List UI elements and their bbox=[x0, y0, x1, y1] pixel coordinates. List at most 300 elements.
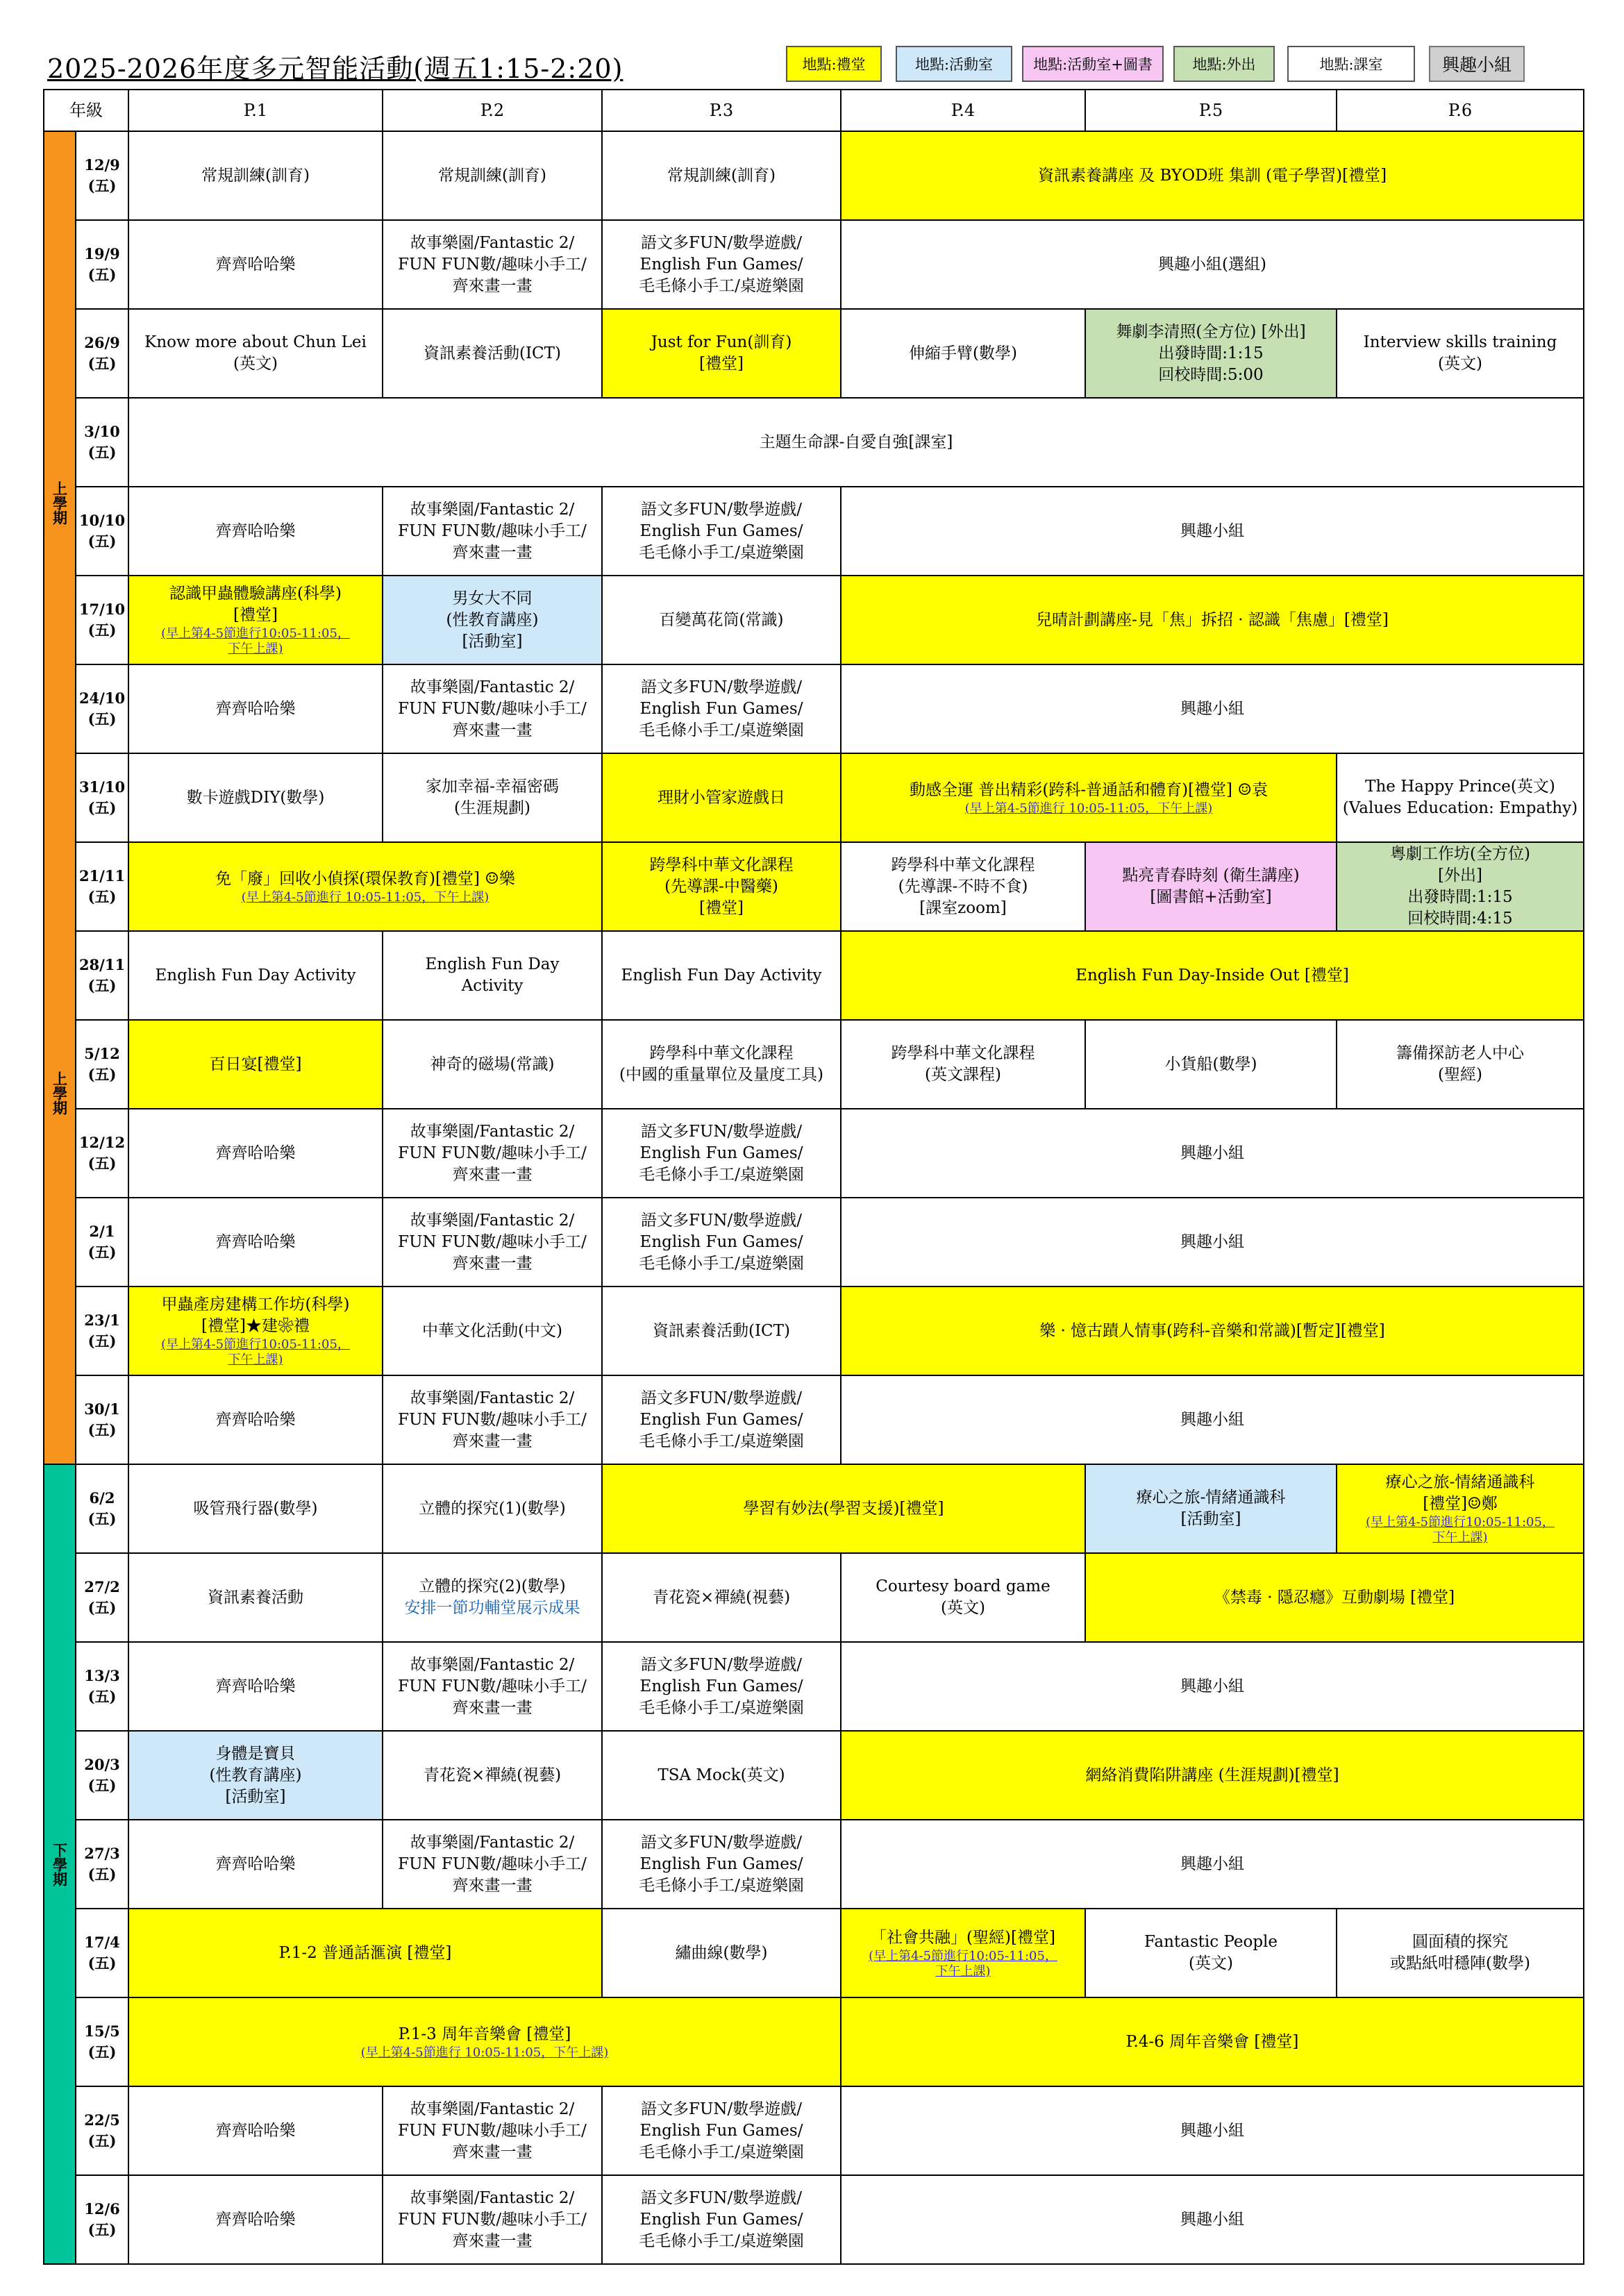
date-cell bbox=[76, 1820, 128, 1909]
activity-text: 故事樂園/Fantastic 2/ bbox=[410, 2188, 575, 2207]
activity-cell bbox=[602, 664, 841, 753]
weekday-label: (五) bbox=[87, 266, 117, 283]
activity-cell bbox=[128, 842, 602, 931]
activity-cell bbox=[841, 220, 1584, 309]
activity-text: English Fun Games/ bbox=[639, 2210, 803, 2229]
activity-text: (英文) bbox=[1438, 355, 1482, 373]
activity-cell bbox=[1085, 1553, 1584, 1642]
activity-text: Interview skills training bbox=[1363, 333, 1557, 351]
table-row bbox=[44, 1642, 1584, 1731]
date-cell bbox=[76, 487, 128, 576]
activity-text: [外出] bbox=[1438, 866, 1482, 885]
activity-cell bbox=[1337, 753, 1584, 842]
activity-text: 齊來畫一畫 bbox=[452, 1876, 533, 1895]
activity-text: 故事樂園/Fantastic 2/ bbox=[410, 500, 575, 519]
activity-text: English Fun Day bbox=[425, 955, 560, 973]
activity-text: 免「廢」回收小偵探(環保教育)[禮堂] ☺樂 bbox=[215, 869, 515, 888]
activity-text: [活動室] bbox=[462, 632, 523, 651]
activity-cell bbox=[1085, 1464, 1337, 1553]
activity-cell bbox=[128, 1109, 383, 1198]
table-row bbox=[44, 398, 1584, 487]
activity-cell bbox=[841, 487, 1584, 576]
activity-cell bbox=[383, 2175, 602, 2264]
activity-text: 回校時間:5:00 bbox=[1158, 365, 1264, 384]
activity-text: [課室zoom] bbox=[919, 898, 1007, 917]
activity-text: 興趣小組 bbox=[1180, 1232, 1244, 1251]
activity-text: 齊齊哈哈樂 bbox=[215, 2210, 296, 2229]
activity-text: TSA Mock(英文) bbox=[658, 1766, 785, 1784]
activity-text: 常規訓練(訓育) bbox=[667, 166, 776, 185]
date-label: 3/10 bbox=[84, 423, 120, 440]
schedule-note: 下午上課) bbox=[935, 1963, 991, 1979]
activity-cell bbox=[602, 1198, 841, 1287]
activity-text: 齊來畫一畫 bbox=[452, 2231, 533, 2250]
activity-text: 故事樂園/Fantastic 2/ bbox=[410, 678, 575, 696]
weekday-label: (五) bbox=[87, 1066, 117, 1083]
activity-cell bbox=[383, 1109, 602, 1198]
activity-text: 語文多FUN/數學遊戲/ bbox=[641, 2100, 802, 2118]
date-label: 12/9 bbox=[84, 156, 120, 174]
activity-text: 療心之旅-情緒通識科 bbox=[1385, 1473, 1535, 1491]
date-label: 12/6 bbox=[84, 2200, 120, 2218]
document-title: 2025-2026年度多元智能活動(週五1:15-2:20) bbox=[47, 53, 623, 84]
activity-cell bbox=[841, 1109, 1584, 1198]
p4-header: P.4 bbox=[841, 90, 1085, 131]
weekday-label: (五) bbox=[87, 977, 117, 994]
activity-text: 齊來畫一畫 bbox=[452, 1432, 533, 1450]
activity-text: (性教育講座) bbox=[209, 1766, 302, 1784]
activity-text: (英文) bbox=[233, 355, 278, 373]
activity-cell bbox=[602, 1820, 841, 1909]
date-cell bbox=[76, 1642, 128, 1731]
activity-cell bbox=[602, 1553, 841, 1642]
activity-text: 齊齊哈哈樂 bbox=[215, 1410, 296, 1429]
activity-text: 毛毛條小手工/桌遊樂園 bbox=[639, 2231, 804, 2250]
activity-cell bbox=[841, 931, 1584, 1020]
activity-cell bbox=[1085, 842, 1337, 931]
activity-cell bbox=[841, 2175, 1584, 2264]
grade-header: 年級 bbox=[44, 90, 128, 131]
date-cell bbox=[76, 1020, 128, 1109]
activity-text: 齊齊哈哈樂 bbox=[215, 1232, 296, 1251]
activity-text: English Fun Games/ bbox=[639, 2121, 803, 2140]
legend-hall: 地點:禮堂 bbox=[786, 46, 882, 82]
activity-cell bbox=[1337, 1464, 1584, 1553]
schedule-note: 下午上課) bbox=[228, 1352, 283, 1367]
activity-text: FUN FUN數/趣味小手工/ bbox=[398, 1232, 587, 1251]
activity-cell bbox=[383, 1731, 602, 1820]
p5-header: P.5 bbox=[1085, 90, 1337, 131]
activity-text: 毛毛條小手工/桌遊樂園 bbox=[639, 543, 804, 562]
activity-text: 故事樂園/Fantastic 2/ bbox=[410, 2100, 575, 2118]
activity-cell bbox=[602, 1464, 1085, 1553]
activity-cell bbox=[128, 1287, 383, 1375]
activity-text: 語文多FUN/數學遊戲/ bbox=[641, 678, 802, 696]
activity-cell bbox=[602, 2086, 841, 2175]
activity-text: 圓面積的探究 bbox=[1412, 1933, 1508, 1951]
activity-text: [禮堂] bbox=[233, 606, 278, 624]
term-label: 上學期 bbox=[51, 1071, 69, 1115]
activity-cell bbox=[841, 1997, 1584, 2086]
date-cell bbox=[76, 309, 128, 398]
activity-text: 出發時間:1:15 bbox=[1158, 344, 1264, 362]
date-label: 6/2 bbox=[89, 1489, 115, 1507]
activity-text: Fantastic People bbox=[1144, 1933, 1278, 1951]
activity-text: 齊來畫一畫 bbox=[452, 721, 533, 739]
activity-cell bbox=[128, 2175, 383, 2264]
table-row bbox=[44, 1287, 1584, 1375]
date-cell bbox=[76, 220, 128, 309]
date-label: 20/3 bbox=[84, 1756, 120, 1773]
activity-text: 伸縮手臂(數學) bbox=[909, 344, 1017, 362]
activity-text: 跨學科中華文化課程 bbox=[891, 1044, 1035, 1062]
activity-text: 齊來畫一畫 bbox=[452, 276, 533, 295]
activity-cell bbox=[383, 1198, 602, 1287]
activity-text: FUN FUN數/趣味小手工/ bbox=[398, 1410, 587, 1429]
table-row bbox=[44, 842, 1584, 931]
upper-term-band bbox=[44, 131, 76, 1464]
activity-text: 語文多FUN/數學遊戲/ bbox=[641, 1122, 802, 1141]
activity-text: 齊齊哈哈樂 bbox=[215, 1143, 296, 1162]
activity-text: 語文多FUN/數學遊戲/ bbox=[641, 1211, 802, 1230]
activity-text: 小貨船(數學) bbox=[1164, 1055, 1257, 1073]
activity-text: (先導課-不時不食) bbox=[898, 877, 1028, 896]
activity-text: 齊齊哈哈樂 bbox=[215, 699, 296, 718]
table-row bbox=[44, 1553, 1584, 1642]
activity-text: 故事樂園/Fantastic 2/ bbox=[410, 1122, 575, 1141]
activity-text: 籌備探訪老人中心 bbox=[1396, 1044, 1524, 1062]
activity-text: 樂 · 憶古蹟人情事(跨科-音樂和常識)[暫定][禮堂] bbox=[1039, 1321, 1385, 1340]
activity-cell bbox=[1337, 1020, 1584, 1109]
activity-cell bbox=[841, 131, 1584, 220]
date-label: 30/1 bbox=[84, 1400, 120, 1418]
activity-text: 家加幸福-幸福密碼 bbox=[426, 778, 559, 796]
table-row bbox=[44, 1464, 1584, 1553]
activity-text: The Happy Prince(英文) bbox=[1365, 778, 1555, 796]
date-label: 21/11 bbox=[78, 867, 126, 885]
date-label: 27/2 bbox=[84, 1578, 120, 1595]
activity-text: 跨學科中華文化課程 bbox=[891, 855, 1035, 874]
activity-cell bbox=[128, 1642, 383, 1731]
date-label: 5/12 bbox=[84, 1045, 120, 1062]
activity-text: [活動室] bbox=[1180, 1510, 1241, 1528]
legend-interest-group: 興趣小組 bbox=[1429, 46, 1525, 82]
activity-cell bbox=[383, 753, 602, 842]
date-cell bbox=[76, 2175, 128, 2264]
activity-timetable bbox=[43, 89, 1584, 2265]
activity-text: [禮堂]★建❀禮 bbox=[201, 1317, 310, 1335]
activity-text: (英文) bbox=[1189, 1954, 1233, 1972]
activity-cell bbox=[128, 1198, 383, 1287]
activity-text: English Fun Games/ bbox=[639, 699, 803, 718]
schedule-note: (早上第4-5節進行10:05-11:05， bbox=[869, 1948, 1057, 1963]
activity-cell bbox=[602, 1375, 841, 1464]
activity-text: 語文多FUN/數學遊戲/ bbox=[641, 1389, 802, 1407]
activity-cell bbox=[128, 1020, 383, 1109]
activity-text: 故事樂園/Fantastic 2/ bbox=[410, 233, 575, 252]
activity-cell bbox=[1085, 1020, 1337, 1109]
date-label: 19/9 bbox=[84, 245, 120, 262]
activity-text: 毛毛條小手工/桌遊樂園 bbox=[639, 2143, 804, 2161]
activity-text: English Fun Day-Inside Out [禮堂] bbox=[1075, 966, 1349, 984]
activity-cell bbox=[841, 753, 1337, 842]
activity-cell bbox=[128, 1731, 383, 1820]
activity-cell bbox=[1337, 1909, 1584, 1997]
activity-text: 資訊素養活動(ICT) bbox=[653, 1321, 790, 1340]
activity-text: 「社會共融」(聖經)[禮堂] bbox=[871, 1928, 1055, 1947]
activity-cell bbox=[841, 664, 1584, 753]
table-row bbox=[44, 1909, 1584, 1997]
date-label: 13/3 bbox=[84, 1667, 120, 1684]
schedule-note: (早上第4-5節進行10:05-11:05， bbox=[161, 1337, 350, 1352]
activity-text: 點亮青春時刻 (衛生講座) bbox=[1122, 866, 1300, 885]
activity-cell bbox=[841, 576, 1584, 664]
activity-cell bbox=[128, 576, 383, 664]
activity-text: 故事樂園/Fantastic 2/ bbox=[410, 1211, 575, 1230]
activity-text: 毛毛條小手工/桌遊樂園 bbox=[639, 721, 804, 739]
weekday-label: (五) bbox=[87, 799, 117, 816]
activity-text: [禮堂] bbox=[699, 898, 744, 917]
activity-text: [活動室] bbox=[225, 1787, 286, 1806]
activity-text: 甲蟲產房建構工作坊(科學) bbox=[161, 1296, 350, 1314]
activity-text: 興趣小組 bbox=[1180, 2121, 1244, 2140]
activity-cell bbox=[383, 2086, 602, 2175]
activity-cell bbox=[383, 1020, 602, 1109]
p3-header: P.3 bbox=[602, 90, 841, 131]
activity-cell bbox=[383, 1464, 602, 1553]
table-row bbox=[44, 1997, 1584, 2086]
weekday-label: (五) bbox=[87, 1777, 117, 1794]
date-label: 10/10 bbox=[78, 512, 126, 529]
activity-text: English Fun Day Activity bbox=[155, 966, 356, 984]
activity-text: English Fun Games/ bbox=[639, 255, 803, 274]
schedule-note: (早上第4-5節進行 10:05-11:05，下午上課) bbox=[360, 2045, 609, 2060]
activity-cell bbox=[1337, 309, 1584, 398]
activity-text: (中國的重量單位及量度工具) bbox=[619, 1066, 823, 1084]
activity-text: 學習有妙法(學習支援)[禮堂] bbox=[743, 1499, 944, 1518]
activity-text: 齊齊哈哈樂 bbox=[215, 1677, 296, 1695]
table-row bbox=[44, 931, 1584, 1020]
activity-cell bbox=[383, 309, 602, 398]
activity-cell bbox=[841, 309, 1085, 398]
activity-text: 《禁毒 · 隱忍癮》互動劇場 [禮堂] bbox=[1214, 1588, 1455, 1607]
activity-text: (先導課-中醫藥) bbox=[664, 877, 778, 896]
table-row bbox=[44, 1375, 1584, 1464]
activity-cell bbox=[602, 931, 841, 1020]
activity-text: FUN FUN數/趣味小手工/ bbox=[398, 2210, 587, 2229]
activity-text: English Fun Games/ bbox=[639, 1677, 803, 1695]
activity-text: Courtesy board game bbox=[876, 1577, 1050, 1595]
activity-text: 興趣小組 bbox=[1180, 2210, 1244, 2229]
activity-text: 療心之旅-情緒通識科 bbox=[1136, 1489, 1286, 1507]
date-label: 22/5 bbox=[84, 2111, 120, 2129]
activity-text: (英文) bbox=[941, 1599, 985, 1617]
page-header bbox=[43, 43, 1583, 86]
schedule-note: (早上第4-5節進行10:05-11:05， bbox=[1366, 1515, 1555, 1530]
activity-text: English Fun Games/ bbox=[639, 1854, 803, 1873]
activity-cell bbox=[128, 220, 383, 309]
activity-text: FUN FUN數/趣味小手工/ bbox=[398, 2121, 587, 2140]
activity-text: 齊來畫一畫 bbox=[452, 1698, 533, 1717]
activity-cell bbox=[128, 2086, 383, 2175]
activity-text: 興趣小組 bbox=[1180, 1410, 1244, 1429]
activity-cell bbox=[128, 1909, 602, 1997]
activity-text: 資訊素養活動 bbox=[208, 1588, 303, 1607]
activity-text: 神奇的磁場(常識) bbox=[430, 1055, 555, 1073]
date-cell bbox=[76, 1375, 128, 1464]
date-label: 17/10 bbox=[78, 601, 126, 618]
activity-cell bbox=[128, 664, 383, 753]
activity-text: [禮堂] bbox=[699, 355, 744, 373]
activity-cell bbox=[602, 1287, 841, 1375]
activity-text: [禮堂]☺鄭 bbox=[1423, 1495, 1498, 1513]
activity-cell bbox=[383, 1375, 602, 1464]
activity-text: FUN FUN數/趣味小手工/ bbox=[398, 255, 587, 274]
activity-cell bbox=[841, 1731, 1584, 1820]
activity-text: 齊齊哈哈樂 bbox=[215, 255, 296, 274]
activity-text: 兒晴計劃講座-見「焦」拆招 · 認識「焦慮」[禮堂] bbox=[1036, 610, 1389, 629]
activity-text: (英文課程) bbox=[925, 1066, 1001, 1084]
activity-cell bbox=[128, 1820, 383, 1909]
weekday-label: (五) bbox=[87, 355, 117, 372]
activity-cell bbox=[602, 1642, 841, 1731]
activity-text: P.1-2 普通話滙演 [禮堂] bbox=[278, 1943, 452, 1962]
activity-text: Just for Fun(訓育) bbox=[651, 333, 792, 351]
activity-text: 常規訓練(訓育) bbox=[438, 166, 546, 185]
header-row bbox=[44, 90, 1584, 131]
activity-cell bbox=[128, 1375, 383, 1464]
activity-text: 資訊素養活動(ICT) bbox=[424, 344, 561, 362]
weekday-label: (五) bbox=[87, 1421, 117, 1439]
date-cell bbox=[76, 753, 128, 842]
p2-header: P.2 bbox=[383, 90, 602, 131]
date-label: 26/9 bbox=[84, 334, 120, 351]
activity-text: 語文多FUN/數學遊戲/ bbox=[641, 1655, 802, 1674]
date-label: 24/10 bbox=[78, 689, 126, 707]
p6-header: P.6 bbox=[1337, 90, 1584, 131]
activity-cell bbox=[383, 931, 602, 1020]
activity-text: FUN FUN數/趣味小手工/ bbox=[398, 699, 587, 718]
date-cell bbox=[76, 931, 128, 1020]
schedule-note: (早上第4-5節進行 10:05-11:05，下午上課) bbox=[241, 889, 489, 905]
activity-cell bbox=[128, 1464, 383, 1553]
activity-cell bbox=[383, 1820, 602, 1909]
weekday-label: (五) bbox=[87, 177, 117, 194]
date-label: 31/10 bbox=[78, 778, 126, 796]
arrangement-note: 安排一節功輔堂展示成果 bbox=[404, 1599, 580, 1617]
activity-text: 青花瓷×禪繞(視藝) bbox=[652, 1588, 791, 1607]
activity-text: 興趣小組 bbox=[1180, 521, 1244, 540]
activity-cell bbox=[841, 1909, 1085, 1997]
activity-cell bbox=[383, 1287, 602, 1375]
date-cell bbox=[76, 1553, 128, 1642]
activity-text: 故事樂園/Fantastic 2/ bbox=[410, 1389, 575, 1407]
date-cell bbox=[76, 1464, 128, 1553]
activity-cell bbox=[841, 1820, 1584, 1909]
activity-text: English Fun Games/ bbox=[639, 521, 803, 540]
table-row bbox=[44, 2175, 1584, 2264]
term-label: 上學期 bbox=[51, 480, 69, 525]
schedule-note: (早上第4-5節進行 10:05-11:05，下午上課) bbox=[964, 801, 1213, 816]
activity-text: 齊齊哈哈樂 bbox=[215, 1854, 296, 1873]
activity-cell bbox=[602, 576, 841, 664]
activity-cell bbox=[383, 1642, 602, 1731]
activity-cell bbox=[128, 487, 383, 576]
lower-term-band bbox=[44, 1464, 76, 2264]
activity-text: 吸管飛行器(數學) bbox=[193, 1499, 318, 1518]
date-label: 2/1 bbox=[89, 1223, 115, 1240]
activity-cell bbox=[383, 576, 602, 664]
weekday-label: (五) bbox=[87, 1243, 117, 1261]
activity-cell bbox=[1337, 842, 1584, 931]
date-label: 15/5 bbox=[84, 2022, 120, 2040]
timetable-body bbox=[44, 131, 1584, 2264]
table-row bbox=[44, 487, 1584, 576]
legend-outing: 地點:外出 bbox=[1173, 46, 1275, 82]
date-cell bbox=[76, 1909, 128, 1997]
activity-text: FUN FUN數/趣味小手工/ bbox=[398, 1854, 587, 1873]
date-cell bbox=[76, 398, 128, 487]
date-cell bbox=[76, 1731, 128, 1820]
table-row bbox=[44, 1020, 1584, 1109]
activity-cell bbox=[602, 753, 841, 842]
activity-cell bbox=[602, 1909, 841, 1997]
activity-cell bbox=[841, 1198, 1584, 1287]
activity-cell bbox=[602, 1109, 841, 1198]
activity-text: 百變萬花筒(常識) bbox=[659, 610, 784, 629]
activity-cell bbox=[841, 1553, 1085, 1642]
activity-text: 立體的探究(1)(數學) bbox=[419, 1499, 566, 1518]
activity-text: 立體的探究(2)(數學) bbox=[419, 1577, 566, 1595]
activity-cell bbox=[841, 1287, 1584, 1375]
activity-text: 粵劇工作坊(全方位) bbox=[1390, 845, 1530, 863]
table-row bbox=[44, 1820, 1584, 1909]
activity-text: (性教育講座) bbox=[446, 610, 539, 629]
activity-text: 興趣小組 bbox=[1180, 1677, 1244, 1695]
activity-text: 毛毛條小手工/桌遊樂園 bbox=[639, 1876, 804, 1895]
table-row bbox=[44, 664, 1584, 753]
date-cell bbox=[76, 664, 128, 753]
table-row bbox=[44, 2086, 1584, 2175]
activity-text: P.4-6 周年音樂會 [禮堂] bbox=[1125, 2032, 1299, 2051]
date-label: 17/4 bbox=[84, 1934, 120, 1951]
activity-text: 青花瓷×禪繞(視藝) bbox=[423, 1766, 562, 1784]
weekday-label: (五) bbox=[87, 533, 117, 550]
activity-text: 毛毛條小手工/桌遊樂園 bbox=[639, 1432, 804, 1450]
activity-cell bbox=[383, 131, 602, 220]
activity-text: 語文多FUN/數學遊戲/ bbox=[641, 2188, 802, 2207]
activity-cell bbox=[128, 1553, 383, 1642]
activity-text: 跨學科中華文化課程 bbox=[649, 1044, 794, 1062]
weekday-label: (五) bbox=[87, 710, 117, 728]
activity-cell bbox=[383, 220, 602, 309]
activity-cell bbox=[602, 842, 841, 931]
activity-text: 故事樂園/Fantastic 2/ bbox=[410, 1655, 575, 1674]
activity-cell bbox=[128, 931, 383, 1020]
weekday-label: (五) bbox=[87, 444, 117, 461]
legend-activity-room-library: 地點:活動室+圖書 bbox=[1022, 46, 1164, 82]
legend-classroom: 地點:課室 bbox=[1287, 46, 1415, 82]
activity-text: 中華文化活動(中文) bbox=[422, 1321, 562, 1340]
date-label: 23/1 bbox=[84, 1312, 120, 1329]
schedule-note: (早上第4-5節進行10:05-11:05， bbox=[161, 626, 350, 641]
activity-text: 出發時間:1:15 bbox=[1407, 888, 1513, 906]
activity-cell bbox=[383, 664, 602, 753]
activity-text: 興趣小組 bbox=[1180, 1854, 1244, 1873]
weekday-label: (五) bbox=[87, 621, 117, 639]
activity-text: English Fun Games/ bbox=[639, 1143, 803, 1162]
activity-text: 男女大不同 bbox=[452, 589, 533, 607]
